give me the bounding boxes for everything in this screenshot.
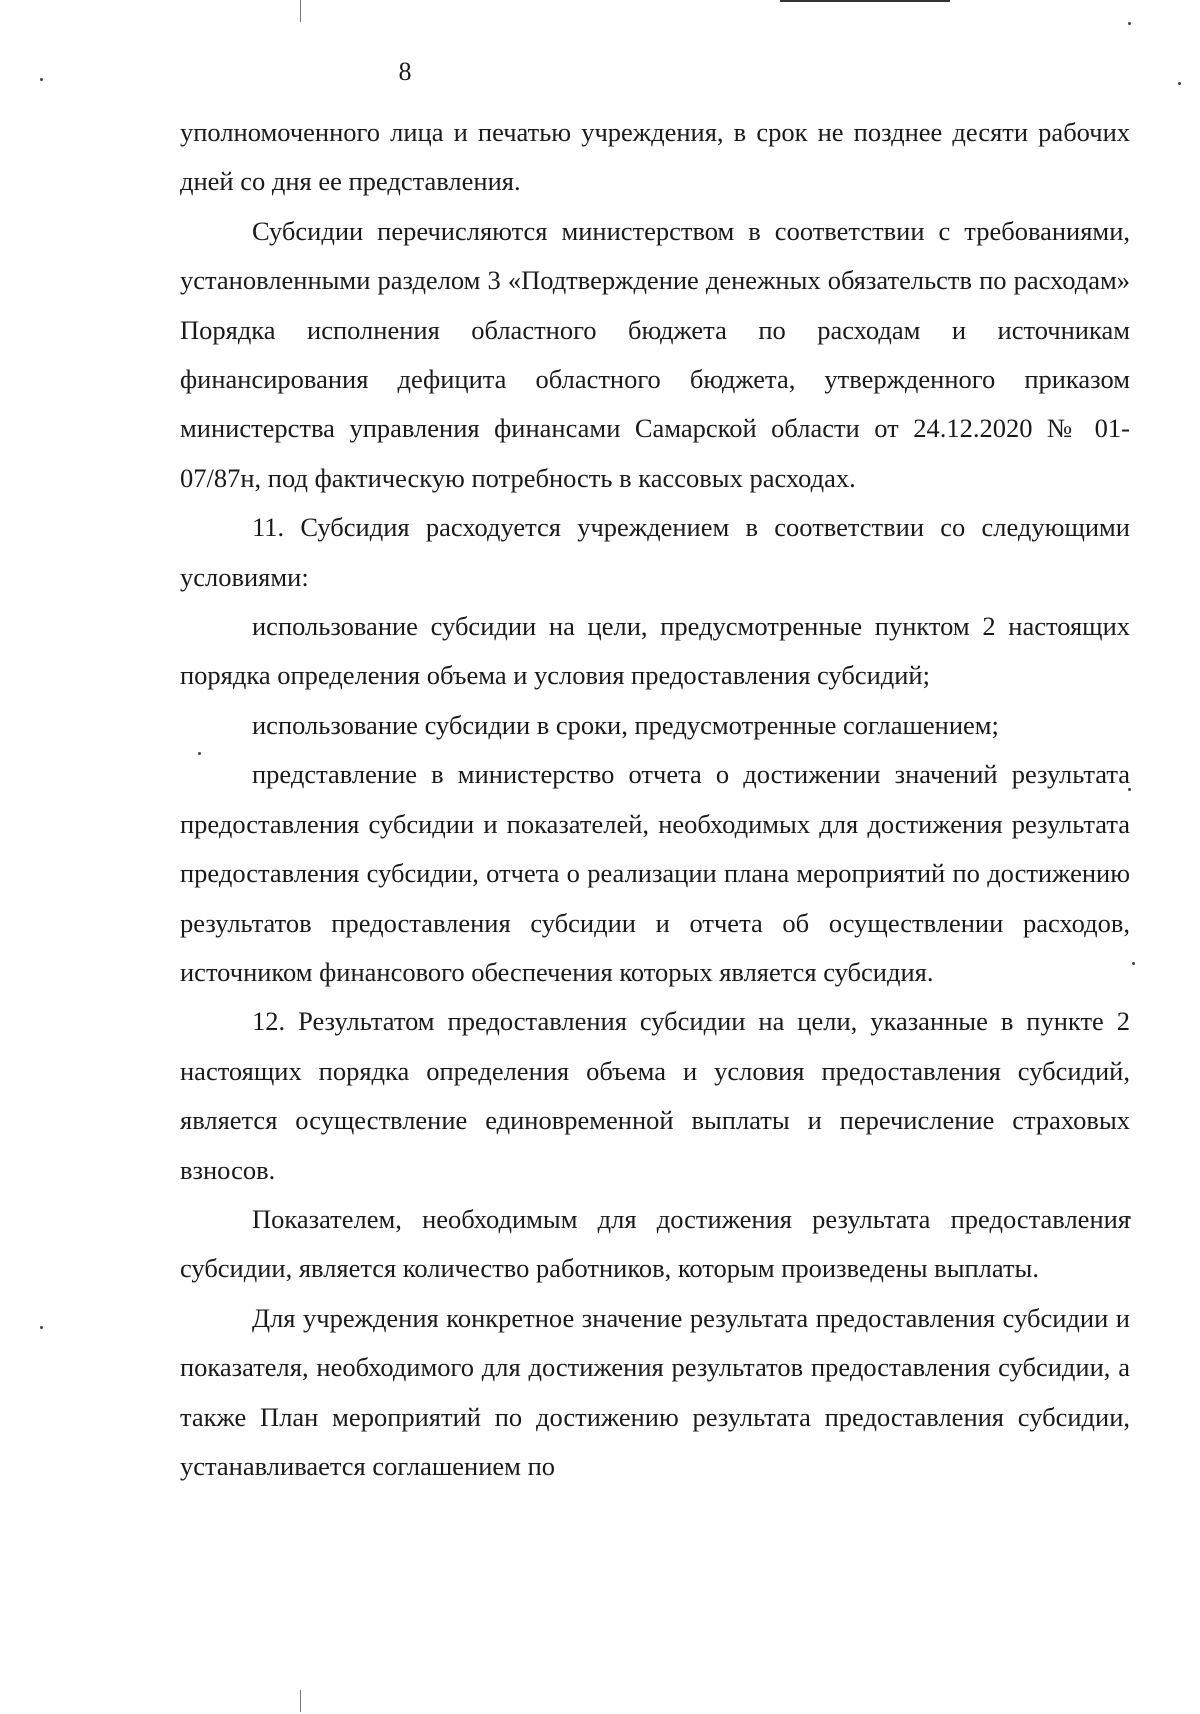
scan-speck	[1178, 82, 1181, 85]
page-number: 8	[398, 57, 412, 86]
scan-artifact	[300, 1690, 301, 1712]
paragraph: Показателем, необходимым для достижения результата предоставления субсидии, является количество работников, которым произведены выплаты.	[180, 1203, 1130, 1284]
document-body	[180, 108, 1130, 1491]
scan-edge-line	[780, 0, 950, 2]
paragraph: Для учреждения конкретное значение результата предоставления субсидии и показателя, необходимого для достижения результатов предоставления субсидии, а также План мероприятий по достижению результата предоставления субсидии, устанавливается соглашением по	[180, 1302, 1130, 1481]
paragraph: 11. Субсидия расходуется учреждением в соответствии со следующими условиями:	[180, 512, 1130, 592]
paragraph: 12. Результатом предоставления субсидии на цели, указанные в пункте 2 настоящих порядка определения объема и условия предоставления субсидий, является осуществление единовременной выплаты и перечисление страховых взносов.	[180, 1006, 1130, 1185]
paragraph: уполномоченного лица и печатью учреждения, в срок не позднее десяти рабочих дней со дня ее представления.	[180, 117, 1130, 197]
scan-speck	[40, 1326, 43, 1329]
scan-speck	[1132, 962, 1135, 965]
paragraph: использование субсидии в сроки, предусмотренные соглашением;	[252, 709, 999, 740]
scan-speck	[1128, 22, 1131, 25]
paragraph: представление в министерство отчета о достижении значений результата предоставления субсидии и показателей, необходимых для достижения результата предоставления субсидии, отчета о реализации плана мероприятий по достижению результатов предоставления субсидии и отчета об осуществлении расходов, источником финансового обеспечения которых является субсидия.	[180, 759, 1130, 987]
paragraph: использование субсидии на цели, предусмотренные пунктом 2 настоящих порядка определения объема и условия предоставления субсидий;	[180, 611, 1130, 691]
scan-artifact	[300, 0, 301, 22]
paragraph: Субсидии перечисляются министерством в соответствии с требованиями, установленными разделом 3 «Подтверждение денежных обязательств по расходам» Порядка исполнения областного бюджета по расходам и источникам финансирования дефицита областного бюджета, утвержденного приказом министерства управления финансами Самарской области от 24.12.2020 № 01-07/87н, под фактическую потребность в кассовых расходах.	[180, 215, 1130, 493]
